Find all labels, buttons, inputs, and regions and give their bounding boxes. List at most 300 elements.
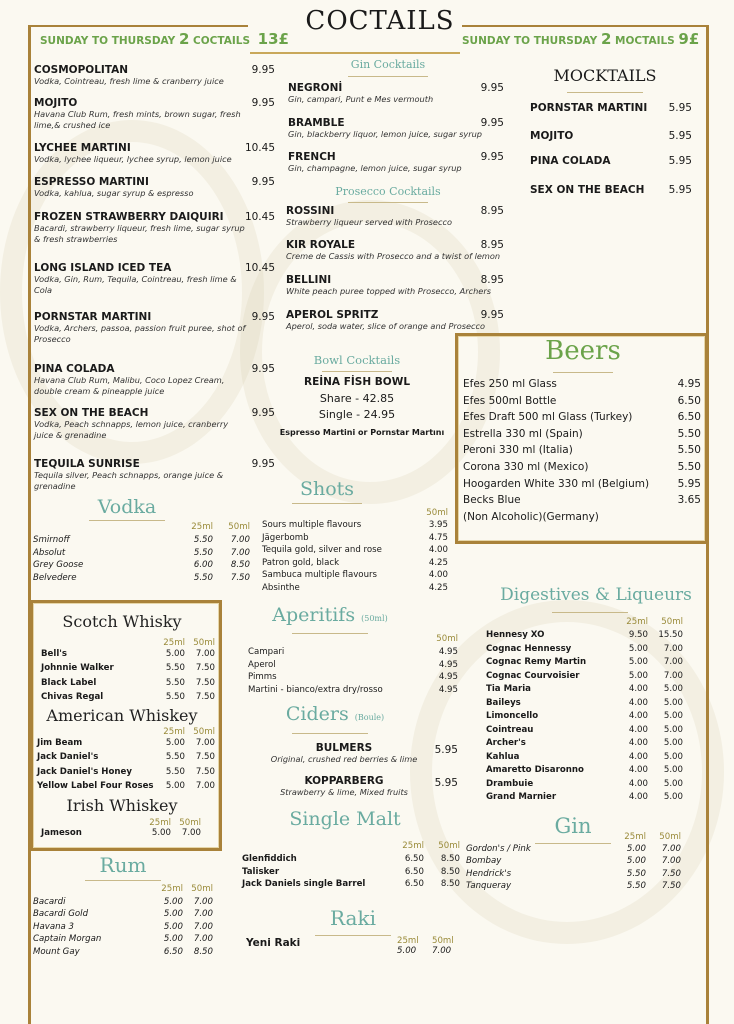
- section-title-aperitifs: [272, 604, 387, 626]
- section-title-ciders: [286, 703, 384, 725]
- item-price: 8.95: [480, 239, 504, 251]
- drink-name: Captain Morgan: [33, 934, 102, 945]
- drink-name: Sours multiple flavours: [262, 520, 362, 530]
- item-description: Bacardi, strawberry liqueur, fresh lime, sugar syrup & fresh strawberries: [34, 223, 245, 244]
- drink-price: 4.95: [438, 684, 458, 695]
- item-description: Vodka, Archers, passoa, passion fruit puree, shot of Prosecco: [34, 323, 246, 344]
- drink-price: 7.00: [230, 535, 250, 545]
- column-header: 25ml: [624, 832, 646, 842]
- price-row: [242, 867, 460, 877]
- price-row: [466, 869, 681, 879]
- drink-price: 7.00: [195, 781, 215, 792]
- whisky-box: [30, 600, 222, 851]
- item-name: MOJITO: [34, 97, 78, 109]
- bowl-share-price: Share - 42.85: [319, 392, 395, 405]
- item-price: 10.45: [244, 262, 275, 274]
- drink-name: Tia Maria: [486, 684, 531, 694]
- page-title: COCTAILS: [305, 6, 455, 36]
- price-row: [466, 844, 681, 854]
- drink-price: 5.00: [163, 921, 183, 932]
- column-header: 50ml: [426, 508, 448, 518]
- drink-price: 7.50: [230, 572, 250, 583]
- promo-price: 13£: [257, 30, 289, 48]
- price-row: [41, 828, 201, 838]
- drink-price: 5.50: [626, 868, 646, 879]
- item-name: FRENCH: [288, 151, 336, 163]
- rum-list: [33, 884, 213, 959]
- ciders-title: Ciders: [285, 703, 349, 725]
- item-name: BELLINI: [286, 274, 332, 286]
- drink-name: Cognac Courvoisier: [486, 670, 580, 681]
- column-header: 50ml: [661, 617, 683, 627]
- drink-price: 4.25: [428, 557, 448, 568]
- drink-price: 5.00: [628, 657, 648, 667]
- column-header: 50ml: [193, 727, 215, 737]
- drink-price: 7.00: [193, 921, 213, 932]
- item-price: 9.95: [251, 407, 275, 419]
- drink-price: 7.00: [230, 547, 250, 558]
- vodka-list: [33, 522, 250, 592]
- price-row: [33, 909, 213, 919]
- beer-item: [463, 395, 701, 407]
- drink-name: Absinthe: [262, 582, 300, 593]
- item-price: 9.95: [251, 363, 275, 375]
- item-price: 9.95: [480, 309, 504, 321]
- menu-item: [34, 407, 275, 441]
- drink-name: Tanqueray: [466, 881, 512, 892]
- section-title-prosecco-cocktails: Prosecco Cocktails: [335, 185, 441, 198]
- gin-cocktails-list: [288, 82, 504, 182]
- item-description: Gin, blackberry liquor, lemon juice, sugar syrup: [288, 129, 482, 139]
- cider-item: [262, 775, 458, 798]
- price-row: [262, 570, 448, 580]
- drink-price: 4.00: [628, 765, 648, 775]
- ornament-divider: [322, 371, 392, 372]
- menu-item: [34, 363, 275, 397]
- drink-price: 7.00: [195, 649, 215, 659]
- bowl-options: Espresso Martini or Pornstar Martını: [279, 428, 445, 437]
- price-row: [262, 520, 448, 530]
- column-header: 25ml: [163, 727, 185, 737]
- drink-name: Bacardi Gold: [33, 909, 89, 920]
- drink-price: 5.00: [165, 738, 185, 748]
- price-row: [262, 583, 448, 593]
- beer-price: 4.95: [677, 378, 701, 390]
- drink-price: 4.00: [628, 711, 648, 721]
- column-header: 25ml: [402, 841, 424, 851]
- price-row: [486, 738, 683, 748]
- drink-price: 7.50: [195, 663, 215, 674]
- digestives-list: [486, 617, 683, 807]
- item-description: Havana Club Rum, Malibu, Coco Lopez Cream, double cream & pineapple juice: [34, 375, 225, 396]
- cider-description: Original, crushed red berries & lime: [270, 754, 418, 764]
- beer-name: Corona 330 ml (Mexico): [463, 461, 589, 473]
- drink-price: 5.00: [628, 643, 648, 654]
- drink-name: Yellow Label Four Roses: [37, 781, 154, 792]
- american-list: [37, 727, 215, 792]
- item-description: Strawberry liqueur served with Prosecco: [286, 217, 452, 227]
- drink-name: Bombay: [466, 856, 502, 867]
- drink-price: 4.95: [438, 672, 458, 683]
- item-name: ROSSINI: [286, 205, 335, 217]
- menu-item: [34, 97, 275, 131]
- mocktail-promo: [462, 30, 699, 48]
- drink-name: Pimms: [248, 672, 277, 683]
- drink-name: Baileys: [486, 697, 521, 708]
- drink-price: 4.75: [428, 532, 448, 543]
- raki-col-25ml: 25ml: [397, 936, 419, 946]
- drink-name: Havana 3: [33, 921, 74, 932]
- item-name: BRAMBLE: [288, 117, 345, 129]
- promo-label: MOCTAILS: [615, 35, 675, 47]
- item-name: LONG ISLAND ICED TEA: [34, 262, 172, 274]
- cider-description: Strawberry & lime, Mixed fruits: [280, 787, 408, 797]
- item-price: 9.95: [251, 176, 275, 188]
- promo-prefix: SUNDAY TO THURSDAY: [462, 35, 598, 47]
- item-price: 9.95: [251, 311, 275, 323]
- raki-price-50ml: 7.00: [432, 946, 452, 956]
- drink-name: Mount Gay: [33, 946, 80, 957]
- price-row: [41, 678, 215, 688]
- price-row: [486, 657, 683, 667]
- promo-count: 2: [600, 30, 612, 48]
- beer-item: [463, 478, 701, 490]
- drink-price: 4.00: [428, 545, 448, 555]
- aperitifs-list: [248, 634, 458, 704]
- drink-price: 7.00: [193, 934, 213, 945]
- menu-item: [34, 176, 275, 199]
- drink-price: 7.50: [195, 752, 215, 763]
- menu-item: [530, 155, 692, 167]
- drink-price: 7.50: [195, 677, 215, 688]
- beers-box: [455, 333, 708, 544]
- cider-price: 5.95: [434, 777, 458, 789]
- beer-name: Efes Draft 500 ml Glass (Turkey): [463, 411, 633, 424]
- cider-name: KOPPARBERG: [304, 775, 384, 787]
- item-name: LYCHEE MARTINI: [34, 142, 131, 154]
- item-description: Vodka, kahlua, sugar syrup & espresso: [34, 188, 194, 198]
- drink-price: 5.50: [193, 547, 213, 558]
- item-price: 5.95: [668, 184, 692, 196]
- ciders-note: (Boule): [354, 713, 385, 722]
- drink-price: 9.50: [628, 630, 648, 640]
- column-header: 50ml: [191, 884, 213, 894]
- ornament-divider: [552, 612, 628, 613]
- beer-item: [463, 378, 701, 390]
- drink-price: 7.50: [195, 692, 215, 703]
- drink-price: 5.50: [165, 766, 185, 777]
- drink-name: Cognac Hennessy: [486, 643, 572, 654]
- section-title-single-malt: Single Malt: [289, 808, 401, 830]
- drink-price: 8.50: [440, 866, 460, 877]
- drink-price: 5.00: [663, 724, 683, 735]
- promo-count: 2: [178, 30, 190, 48]
- section-title-beers: Beers: [545, 336, 621, 366]
- price-row: [248, 647, 458, 657]
- item-price: 9.95: [251, 458, 275, 470]
- drink-price: 5.50: [193, 572, 213, 583]
- ornament-divider: [348, 76, 428, 77]
- item-price: 10.45: [244, 211, 275, 223]
- price-row: [41, 663, 215, 673]
- scotch-list: [41, 638, 215, 703]
- menu-item: [288, 151, 504, 174]
- item-name: SEX ON THE BEACH: [530, 184, 645, 196]
- price-row: [486, 698, 683, 708]
- item-description: Havana Club Rum, fresh mints, brown sugar, fresh lime,& crushed ice: [34, 109, 241, 130]
- item-name: SEX ON THE BEACH: [34, 407, 149, 419]
- drink-price: 5.00: [663, 778, 683, 789]
- cider-price: 5.95: [434, 744, 458, 756]
- irish-list: [41, 818, 201, 848]
- drink-name: Amaretto Disaronno: [486, 765, 584, 775]
- price-row: [37, 767, 215, 777]
- ornament-divider: [89, 520, 165, 521]
- price-row: [486, 792, 683, 802]
- drink-name: Jim Beam: [37, 738, 83, 748]
- menu-item: [34, 262, 275, 296]
- section-title-american-whiskey: American Whiskey: [46, 706, 198, 725]
- frame-left-border: [28, 25, 31, 1024]
- menu-item: [530, 184, 692, 196]
- price-row: [486, 725, 683, 735]
- item-price: 8.95: [480, 205, 504, 217]
- item-price: 5.95: [668, 155, 692, 167]
- price-row: [486, 711, 683, 721]
- menu-item: [286, 309, 504, 332]
- menu-item: [530, 102, 692, 114]
- drink-price: 6.50: [163, 946, 183, 957]
- drink-price: 7.00: [663, 643, 683, 654]
- shots-list: [262, 508, 448, 598]
- promo-price: 9£: [678, 30, 700, 48]
- beer-price: 5.50: [677, 461, 701, 473]
- beer-item: [463, 411, 701, 423]
- drink-price: 6.00: [193, 560, 213, 571]
- drink-price: 5.00: [628, 670, 648, 681]
- drink-price: 7.00: [181, 828, 201, 838]
- column-header: 25ml: [626, 617, 648, 627]
- menu-item: [34, 142, 275, 165]
- item-description: Vodka, Peach schnapps, lemon juice, cranberry juice & grenadine: [34, 419, 229, 440]
- drink-price: 7.00: [661, 856, 681, 867]
- drink-price: 5.00: [163, 897, 183, 907]
- price-row: [33, 573, 250, 583]
- price-row: [33, 922, 213, 932]
- item-price: 9.95: [251, 97, 275, 109]
- ornament-divider: [292, 503, 362, 504]
- ornament-divider: [567, 92, 643, 93]
- price-row: [248, 672, 458, 682]
- item-name: PINA COLADA: [34, 363, 115, 375]
- price-row: [262, 558, 448, 568]
- drink-name: Glenfiddich: [242, 854, 297, 864]
- drink-name: Bell's: [41, 649, 68, 659]
- drink-price: 7.00: [661, 844, 681, 854]
- item-name: PORNSTAR MARTINI: [34, 311, 152, 323]
- item-price: 5.95: [668, 130, 692, 142]
- drink-name: Tequila gold, silver and rose: [262, 545, 382, 555]
- column-header: 25ml: [161, 884, 183, 894]
- drink-price: 4.00: [428, 570, 448, 580]
- drink-name: Talisker: [242, 866, 280, 877]
- drink-name: Belvedere: [33, 572, 77, 583]
- beer-name: Efes 500ml Bottle: [463, 394, 557, 407]
- drink-name: Chivas Regal: [41, 692, 104, 703]
- title-flourish: [250, 52, 460, 54]
- price-row: [41, 692, 215, 702]
- item-price: 9.95: [251, 64, 275, 76]
- drink-name: Kahlua: [486, 751, 520, 762]
- item-name: MOJITO: [530, 130, 574, 142]
- mocktails-list: [530, 102, 692, 202]
- drink-price: 5.00: [626, 856, 646, 867]
- drink-price: 8.50: [193, 946, 213, 957]
- item-description: White peach puree topped with Prosecco, Archers: [286, 286, 491, 296]
- price-row: [486, 779, 683, 789]
- frame-top-right-border: [462, 25, 709, 27]
- drink-name: Jameson: [41, 828, 82, 838]
- beer-item: [463, 461, 701, 473]
- section-title-gin-cocktails: Gin Cocktails: [350, 58, 426, 71]
- price-row: [33, 535, 250, 545]
- drink-price: 5.00: [163, 934, 183, 945]
- drink-price: 4.00: [628, 724, 648, 735]
- price-row: [466, 881, 681, 891]
- drink-name: Sambuca multiple flavours: [262, 570, 378, 580]
- item-description: Gin, champagne, lemon juice, sugar syrup: [288, 163, 462, 173]
- gin-list: [466, 832, 681, 897]
- drink-price: 5.00: [165, 649, 185, 659]
- price-row: [37, 752, 215, 762]
- price-row: [242, 854, 460, 864]
- drink-name: Absolut: [33, 547, 66, 558]
- price-row: [248, 660, 458, 670]
- beer-name: Becks Blue: [463, 494, 521, 507]
- cocktail-promo: [40, 30, 289, 48]
- beer-price: 3.65: [677, 494, 701, 507]
- item-description: Aperol, soda water, slice of orange and Prosecco: [286, 321, 486, 331]
- section-title-scotch-whisky: Scotch Whisky: [62, 612, 182, 631]
- price-row: [37, 738, 215, 748]
- item-name: PORNSTAR MARTINI: [530, 102, 648, 114]
- item-price: 9.95: [480, 117, 504, 129]
- drink-price: 8.50: [440, 879, 460, 889]
- menu-item: [34, 64, 275, 87]
- beer-name: (Non Alcoholic)(Germany): [463, 510, 599, 523]
- drink-name: Drambuie: [486, 778, 534, 789]
- column-header: 25ml: [191, 522, 213, 532]
- drink-name: Johnnie Walker: [41, 663, 114, 674]
- drink-price: 5.00: [663, 684, 683, 694]
- section-title-irish-whiskey: Irish Whiskey: [66, 796, 178, 815]
- item-name: ESPRESSO MARTINI: [34, 176, 149, 188]
- beer-item: [463, 444, 701, 456]
- item-description: Vodka, lychee liqueur, lychee syrup, lemon juice: [34, 154, 232, 164]
- drink-price: 15.50: [658, 630, 683, 640]
- beer-price: 6.50: [677, 394, 701, 407]
- item-price: 9.95: [480, 82, 504, 94]
- drink-price: 4.95: [438, 659, 458, 670]
- ornament-divider: [292, 733, 368, 734]
- drink-price: 4.00: [628, 684, 648, 694]
- drink-name: Cointreau: [486, 724, 534, 735]
- drink-price: 6.50: [404, 879, 424, 889]
- item-name: TEQUILA SUNRISE: [34, 458, 140, 470]
- price-row: [33, 897, 213, 907]
- section-title-digestives-liqueurs: Digestives & Liqueurs: [500, 585, 692, 605]
- menu-item: [286, 274, 504, 297]
- beers-list: [463, 378, 701, 538]
- price-row: [242, 879, 460, 889]
- price-row: [466, 856, 681, 866]
- drink-price: 7.50: [661, 868, 681, 879]
- item-description: Tequila silver, Peach schnapps, orange juice & grenadine: [34, 470, 224, 491]
- item-price: 9.95: [480, 151, 504, 163]
- price-row: [33, 934, 213, 944]
- drink-price: 7.00: [663, 657, 683, 667]
- drink-price: 5.00: [163, 909, 183, 920]
- drink-price: 7.50: [661, 881, 681, 892]
- price-row: [486, 630, 683, 640]
- item-name: NEGRONİ: [288, 82, 343, 94]
- frame-top-left-border: [28, 25, 248, 27]
- ornament-divider: [85, 880, 161, 881]
- classic-cocktails-list: [34, 64, 275, 491]
- beer-name: Peroni 330 ml (Italia): [463, 444, 573, 457]
- drink-name: Aperol: [248, 659, 276, 670]
- section-title-raki: Raki: [330, 906, 376, 930]
- cider-item: [262, 742, 458, 765]
- item-name: APEROL SPRITZ: [286, 309, 379, 321]
- drink-name: Jack Daniel's Honey: [37, 766, 132, 777]
- drink-price: 8.50: [440, 854, 460, 864]
- drink-price: 4.25: [428, 582, 448, 593]
- drink-price: 7.50: [195, 766, 215, 777]
- column-header: 50ml: [436, 634, 458, 644]
- raki-item-name: Yeni Raki: [246, 937, 301, 949]
- price-row: [486, 671, 683, 681]
- item-name: KIR ROYALE: [286, 239, 356, 251]
- drink-price: 4.00: [628, 697, 648, 708]
- beer-price: 5.50: [677, 444, 701, 457]
- drink-name: Bacardi: [33, 897, 66, 907]
- price-row: [262, 533, 448, 543]
- section-title-vodka: Vodka: [97, 496, 157, 518]
- drink-name: Hennesy XO: [486, 630, 545, 640]
- section-title-gin: Gin: [554, 814, 592, 838]
- drink-name: Martini - bianco/extra dry/rosso: [248, 684, 383, 695]
- beer-price: 5.50: [677, 427, 701, 440]
- drink-name: Hendrick's: [466, 868, 512, 879]
- drink-price: 5.00: [663, 738, 683, 748]
- drink-name: Archer's: [486, 738, 526, 748]
- item-price: 5.95: [668, 102, 692, 114]
- drink-name: Black Label: [41, 677, 97, 688]
- ornament-divider: [348, 202, 428, 203]
- section-title-shots: Shots: [299, 478, 355, 500]
- drink-price: 7.00: [193, 909, 213, 920]
- drink-name: Campari: [248, 647, 285, 657]
- column-header: 50ml: [438, 841, 460, 851]
- price-row: [41, 649, 215, 659]
- item-price: 8.95: [480, 274, 504, 286]
- column-header: 50ml: [179, 818, 201, 828]
- drink-price: 6.50: [404, 854, 424, 864]
- drink-price: 5.50: [165, 692, 185, 703]
- ciders-list: [262, 742, 458, 812]
- item-description: Vodka, Gin, Rum, Tequila, Cointreau, fresh lime & Cola: [34, 274, 237, 295]
